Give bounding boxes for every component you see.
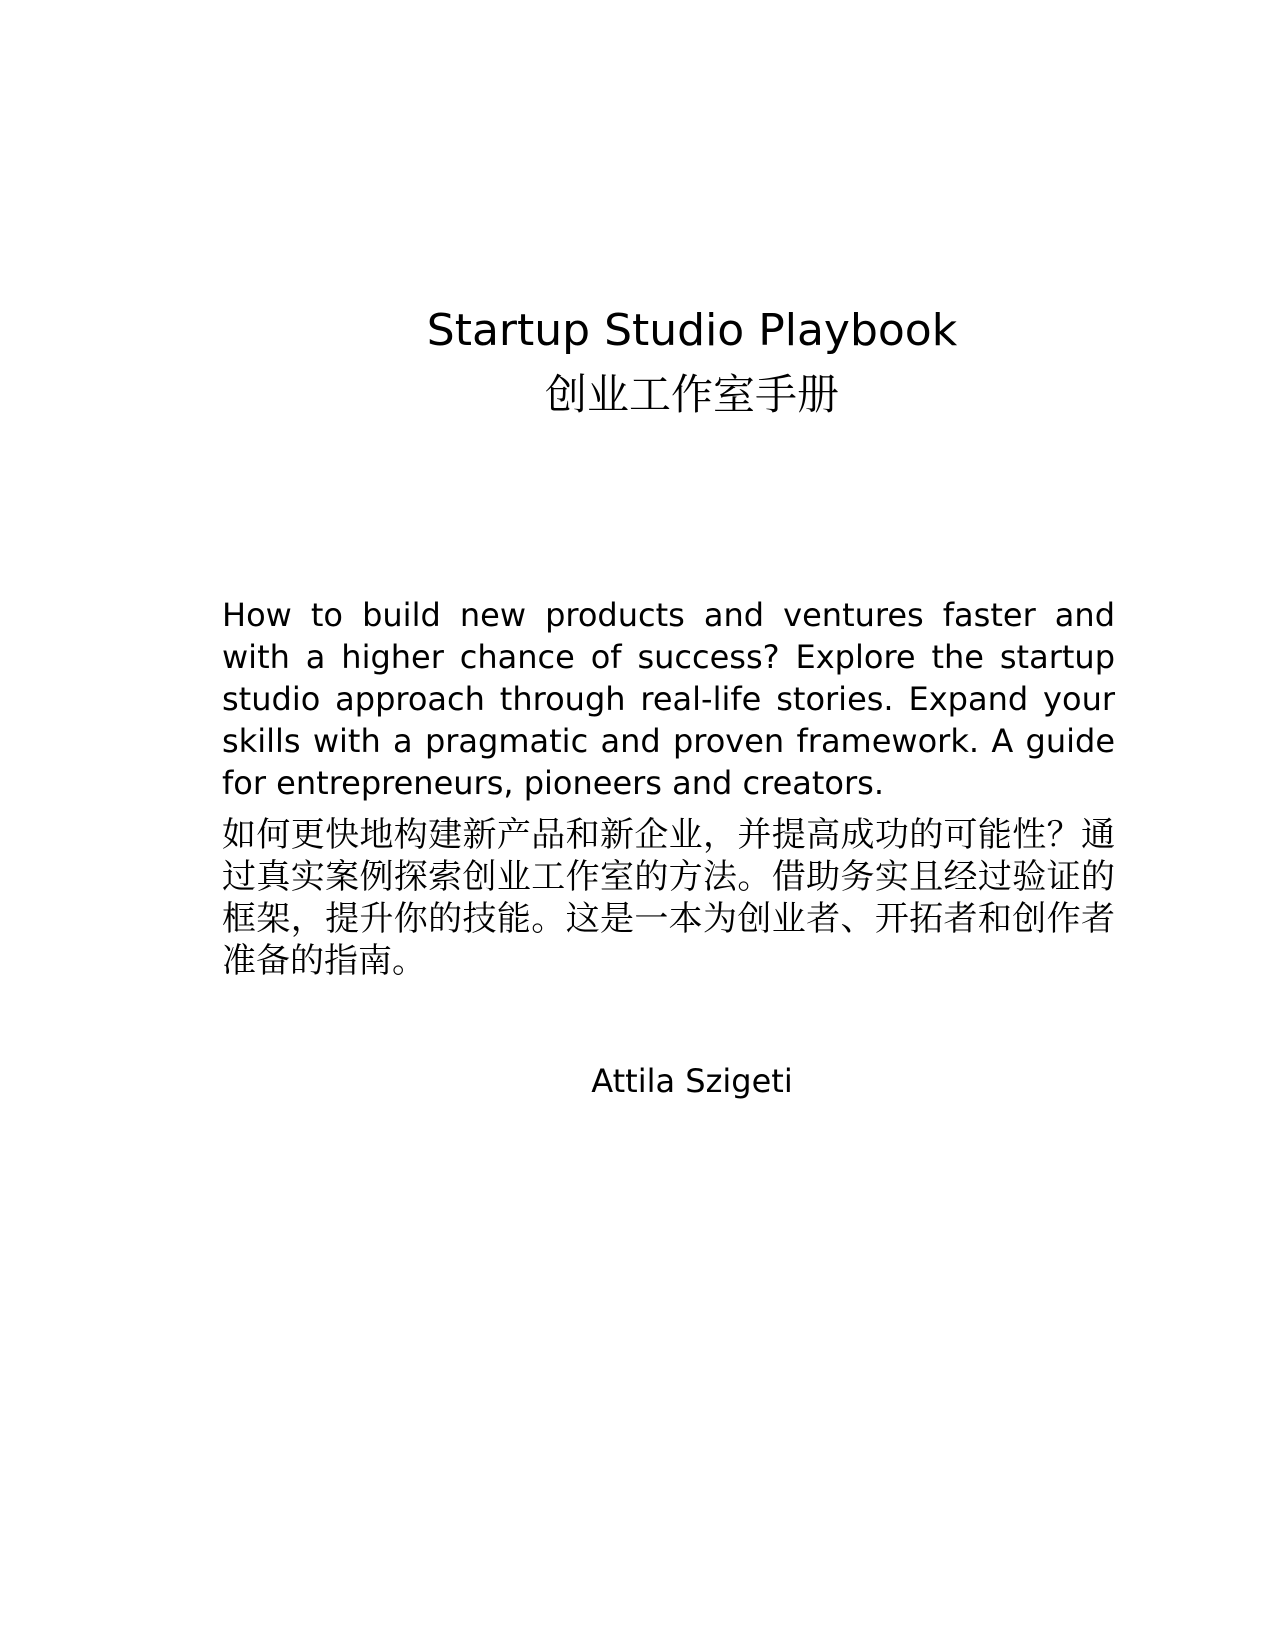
description-english: How to build new products and ventures faster and with a higher chance of success? Explore the startup studio approach through real-life stories. Expand your skills with a pragmatic and proven framework. A guide for entrepreneurs, pioneers and creators. (222, 596, 1115, 802)
title-block (0, 300, 1275, 428)
description-chinese: 如何更快地构建新产品和新企业，并提高成功的可能性？通过真实案例探索创业工作室的方法。借助务实且经过验证的框架，提升你的技能。这是一本为创业者、开拓者和创作者准备的指南。 (222, 815, 1115, 981)
author-name: Attila Szigeti (591, 1062, 793, 1100)
title-chinese: 创业工作室手册 (544, 370, 839, 419)
title-english: Startup Studio Playbook (426, 305, 958, 356)
description-block (222, 594, 1115, 982)
